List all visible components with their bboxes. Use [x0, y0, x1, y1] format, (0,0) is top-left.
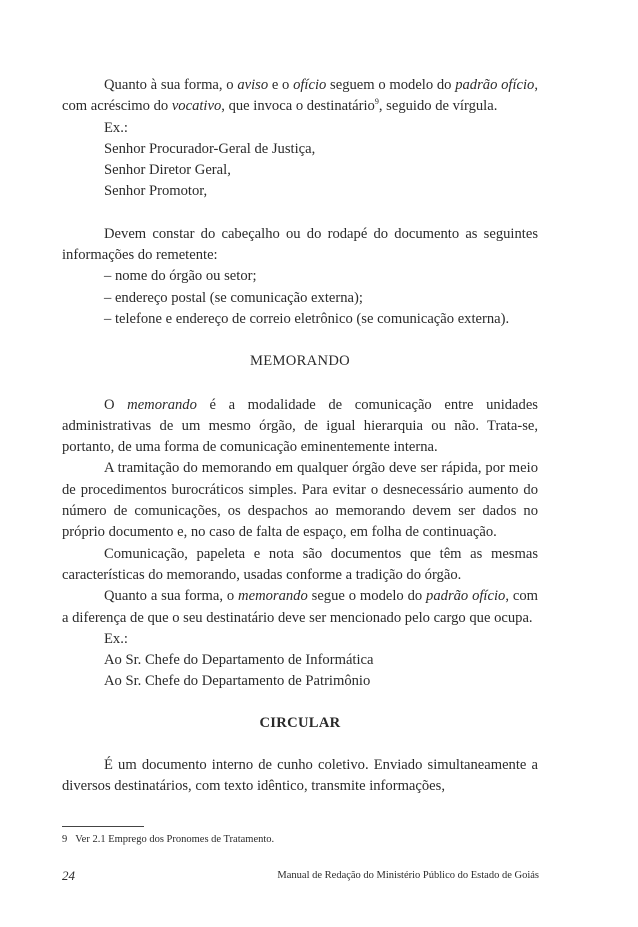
text-run: Quanto a sua forma, o [104, 588, 239, 605]
footnote-text: Ver 2.1 Emprego dos Pronomes de Tratamento. [75, 834, 275, 845]
text-run: O [104, 396, 128, 413]
emphasis-padrao-oficio: padrão ofício [426, 588, 506, 605]
emphasis-vocativo: vocativo [171, 98, 222, 115]
text-run: , seguido de vírgula. [378, 98, 498, 115]
text-run: e o [268, 77, 294, 93]
footnote-reference[interactable]: 9 [374, 97, 379, 107]
text-run: , com acréscimo do [62, 77, 538, 115]
list-item: – nome do órgão ou setor; [104, 268, 257, 285]
paragraph-remetente: Devem constar do cabeçalho ou do rodapé do documento as seguintes informações do remetente: [62, 225, 538, 264]
paragraph-memorando-definicao [62, 395, 538, 459]
paragraph-comunicacao: Comunicação, papeleta e nota são documentos que têm as mesmas características do memorando, usadas conforme a tradição do órgão. [62, 545, 538, 583]
running-title: Manual de Redação do Ministério Público do Estado de Goiás [277, 870, 539, 881]
example-item: Ao Sr. Chefe do Departamento de Informática [104, 652, 374, 669]
section-heading-memorando: MEMORANDO [250, 353, 350, 370]
text-run: seguem o modelo do [326, 77, 456, 93]
text-run: Quanto à sua forma, o [104, 77, 238, 93]
list-item: – telefone e endereço de correio eletrônico (se comunicação externa). [104, 310, 510, 327]
emphasis-oficio: ofício [293, 77, 327, 93]
footnote-number: 9 [62, 834, 68, 845]
text-run: , com a diferença de que o seu destinatário deve ser mencionado pelo cargo que ocupa. [62, 588, 538, 626]
footnote-divider [62, 826, 144, 827]
example-item: Senhor Procurador-Geral de Justiça, [104, 140, 316, 157]
example-item: Senhor Diretor Geral, [104, 162, 231, 179]
footnote [62, 833, 274, 846]
body-text [62, 75, 538, 798]
page-number: 24 [62, 868, 75, 883]
section-heading-circular: CIRCULAR [259, 714, 341, 731]
emphasis-aviso: aviso [237, 77, 269, 93]
paragraph-circular: É um documento interno de cunho coletivo. Enviado simultaneamente a diversos destinatários, com texto idêntico, transmite informações, [62, 757, 538, 795]
text-run: segue o modelo do [307, 588, 427, 605]
paragraph-tramitacao: A tramitação do memorando em qualquer órgão deve ser rápida, por meio de procedimentos burocráticos simples. Para evitar o desnecessário aumento do número de comunicações, os despachos ao memorando devem ser dados no próprio documento e, no caso de falta de espaço, em folha de continuação. [62, 460, 538, 541]
emphasis-memorando: memorando [127, 396, 197, 413]
example-label: Ex.: [104, 119, 128, 136]
list-item: – endereço postal (se comunicação externa); [104, 289, 363, 306]
example-label: Ex.: [104, 630, 128, 647]
text-run: é a modalidade de comunicação entre unidades administrativas de um mesmo órgão, de igual hierarquia ou não. Trata-se, portanto, de uma forma de comunicação eminentemente interna. [62, 396, 538, 456]
emphasis-padrao-oficio: padrão ofício [455, 77, 535, 93]
text-run: , que invoca o destinatário [221, 98, 375, 115]
example-item: Ao Sr. Chefe do Departamento de Patrimônio [104, 673, 371, 690]
paragraph-forma-aviso-oficio [62, 75, 538, 118]
emphasis-memorando: memorando [238, 588, 308, 605]
example-item: Senhor Promotor, [104, 183, 208, 200]
paragraph-forma-memorando [62, 586, 538, 629]
blank-line [62, 203, 538, 224]
